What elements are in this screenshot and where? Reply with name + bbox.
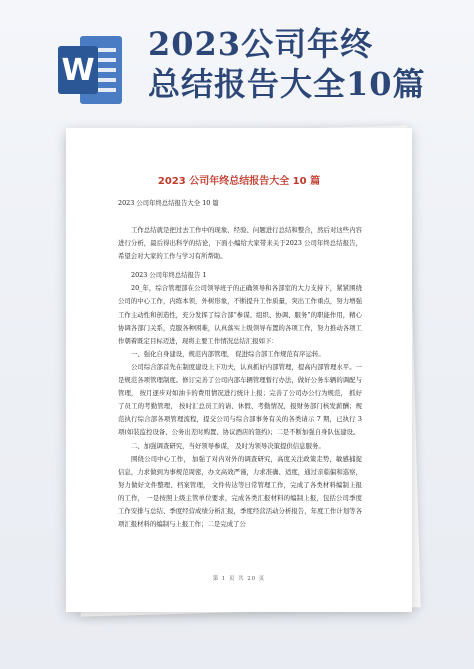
document-subtitle: 2023 公司年终总结报告大全 10 篇 [118,199,219,207]
paragraph-heading-report-1: 2023 公司年终总结报告 1 [131,271,207,280]
header-title [148,24,458,104]
paragraph-section-1-body: 公司综合部首先在制度建设上下功夫，认真抓好内部管理，提高内部管理水平。一是规范各项管理制度。修订完善了公司内部车辆管理暂行办法，做好公务车辆的调配与管理， 按月逐步对如油卡的费用情况进行统计上报；完善了公司办公行为规范， 抓好了员工的考勤管理， 按时汇总员工的请、休假、考勤情况，报财务部门核发薪酬；规范执行综合部各项管理流程，提交公司与综合部事务有关的各类请示 7 期，已执行 3 项(如装监控设备、公务出差时购置、协议酒店的签约)；二是不断加强自身队伍建设。 [118,362,362,437]
word-icon [58,32,124,108]
paragraph-section-2-heading: 二、加强调查研究，当好领导参谋， 及时为领导决策提供信息服务。 [131,441,325,450]
header-banner [0,0,474,120]
document-title: 2023 公司年终总结报告大全 10 篇 [157,176,321,187]
document-body [118,224,362,531]
page-footer: 第 1 页 共 20 页 [212,576,266,582]
paragraph-section-1-heading: 一、强化自身建设，规范内部管理， 促进综合部工作规范有序运转。 [131,349,325,358]
document-page [66,128,412,612]
word-icon-letter: W [61,53,95,88]
paragraph-section-2-body: 围绕公司中心工作， 加强了对内对外的调查研究，高度关注政策走势，敏感捕捉信息，力求做到为事规范周密，办文高效严谨，力求准确、适度，通过亲临偏和巡察，努力做好文件整理、档案管理， 文件传达等日常管理工作，完成了各类材料编制上报的工作， 一是按照上级主管单位要求，完成各类汇报材料的编制上报，包括公司季度工作安排与总结、季度经营成绩分析汇报，季度经营活动分析报告，年度工作计划等各项汇报材料的编制与上报工作；二是完成了公 [118,454,362,529]
paragraph-overview: 20_年，综合管理部在公司领导班子的正确领导和各部室的大力支持下，紧紧围绕公司的中心工作，内练本领，外树形象，不断提升工作质量，突出工作重点，努力增强工作主动性和创造性，充分发挥了综合部“参谋、组织、协调、服务”的职能作用，精心协调各部门关系，克服各种困难，认真落实上级领导布置的各项工作，努力推动各项工作朝着既定目标迈进，现将主要工作情况总结汇报如下： [118,284,362,345]
header-title-line1: 2023公司年终 [148,25,374,63]
paragraph-intro: 工作总结就是把过去工作中的现象、经验、问题进行总结和整合，然后对这些内容进行分析，最后得出科学的结论，下面小编给大家带来关于2023 公司年终总结报告，希望会对大家的工作与学习有所帮助。 [118,226,362,261]
header-title-line2: 总结报告大全10篇 [148,65,426,103]
